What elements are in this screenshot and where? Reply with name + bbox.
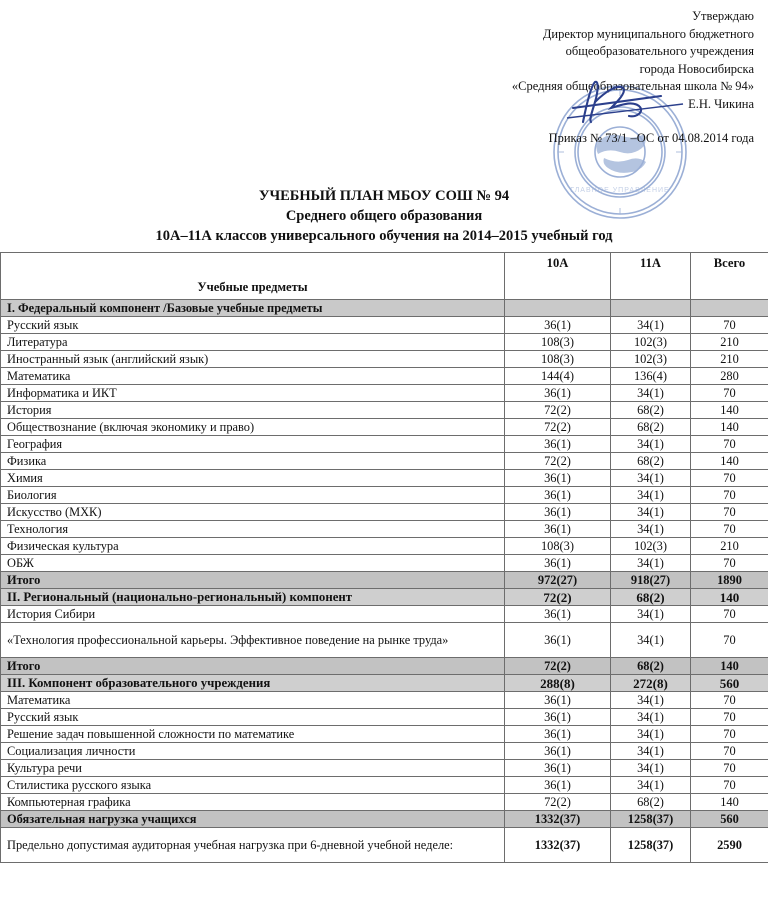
summary-total: 560 (691, 811, 768, 828)
subject-name-cell: Иностранный язык (английский язык) (1, 351, 505, 368)
section-heading-11a (611, 300, 691, 317)
summary-row-label: Обязательная нагрузка учащихся (1, 811, 505, 828)
hours-10a-cell: 36(1) (505, 317, 611, 334)
hours-total-cell: 70 (691, 317, 768, 334)
table-row (1, 760, 768, 777)
hours-total-cell: 70 (691, 777, 768, 794)
summary-row (1, 828, 768, 863)
hours-10a-cell: 36(1) (505, 385, 611, 402)
subject-name-cell: Технология (1, 521, 505, 538)
hours-total-cell: 140 (691, 419, 768, 436)
table-row (1, 487, 768, 504)
approval-line-0: Утверждаю (692, 9, 754, 23)
subject-name-cell: ОБЖ (1, 555, 505, 572)
hours-10a-cell: 36(1) (505, 436, 611, 453)
section-heading-row (1, 589, 768, 606)
hours-11a-cell: 34(1) (611, 487, 691, 504)
hours-11a-cell: 34(1) (611, 726, 691, 743)
subject-name-cell: Искусство (МХК) (1, 504, 505, 521)
hours-11a-cell: 102(3) (611, 351, 691, 368)
section-heading-10a: 288(8) (505, 675, 611, 692)
hours-11a-cell: 34(1) (611, 385, 691, 402)
hours-total-cell: 210 (691, 351, 768, 368)
hours-11a-cell: 34(1) (611, 623, 691, 658)
hours-11a-cell: 68(2) (611, 402, 691, 419)
hours-total-cell: 210 (691, 538, 768, 555)
column-header-11a: 11А (611, 253, 691, 300)
curriculum-plan-table (0, 252, 768, 863)
summary-10a: 1332(37) (505, 828, 611, 863)
hours-total-cell: 70 (691, 726, 768, 743)
summary-11a: 1258(37) (611, 811, 691, 828)
hours-11a-cell: 34(1) (611, 760, 691, 777)
hours-total-cell: 70 (691, 555, 768, 572)
hours-total-cell: 140 (691, 453, 768, 470)
section-total-row (1, 658, 768, 675)
hours-11a-cell: 34(1) (611, 504, 691, 521)
table-row (1, 470, 768, 487)
hours-10a-cell: 36(1) (505, 709, 611, 726)
hours-total-cell: 70 (691, 436, 768, 453)
table-row (1, 521, 768, 538)
table-row (1, 334, 768, 351)
table-row (1, 692, 768, 709)
column-header-10a: 10А (505, 253, 611, 300)
hours-total-cell: 70 (691, 504, 768, 521)
section-heading-total: 140 (691, 589, 768, 606)
hours-10a-cell: 72(2) (505, 419, 611, 436)
table-row (1, 385, 768, 402)
hours-10a-cell: 36(1) (505, 692, 611, 709)
hours-11a-cell: 34(1) (611, 521, 691, 538)
table-row (1, 709, 768, 726)
hours-11a-cell: 34(1) (611, 470, 691, 487)
section-total-row (1, 572, 768, 589)
hours-10a-cell: 36(1) (505, 726, 611, 743)
hours-total-cell: 70 (691, 692, 768, 709)
summary-total: 2590 (691, 828, 768, 863)
subject-name-cell: Обществознание (включая экономику и право) (1, 419, 505, 436)
hours-total-cell: 70 (691, 385, 768, 402)
hours-11a-cell: 34(1) (611, 555, 691, 572)
table-row (1, 351, 768, 368)
approval-order-number: Приказ № 73/1 –ОС от 04.08.2014 года (548, 131, 754, 145)
hours-11a-cell: 68(2) (611, 794, 691, 811)
subject-name-cell: История Сибири (1, 606, 505, 623)
section-heading-total: 560 (691, 675, 768, 692)
hours-11a-cell: 102(3) (611, 538, 691, 555)
hours-10a-cell: 36(1) (505, 743, 611, 760)
table-row (1, 538, 768, 555)
section-total-all: 140 (691, 658, 768, 675)
hours-total-cell: 70 (691, 743, 768, 760)
section-heading-10a (505, 300, 611, 317)
hours-11a-cell: 34(1) (611, 743, 691, 760)
table-row (1, 794, 768, 811)
hours-10a-cell: 144(4) (505, 368, 611, 385)
table-row (1, 504, 768, 521)
hours-total-cell: 70 (691, 709, 768, 726)
subject-name-cell: «Технология профессиональной карьеры. Эффективное поведение на рынке труда» (1, 623, 505, 658)
hours-11a-cell: 34(1) (611, 436, 691, 453)
subject-name-cell: Физика (1, 453, 505, 470)
hours-10a-cell: 72(2) (505, 402, 611, 419)
table-row (1, 743, 768, 760)
section-heading-label: I. Федеральный компонент /Базовые учебные предметы (1, 300, 505, 317)
hours-total-cell: 70 (691, 487, 768, 504)
section-heading-11a: 68(2) (611, 589, 691, 606)
section-heading-row (1, 675, 768, 692)
hours-11a-cell: 136(4) (611, 368, 691, 385)
section-heading-total (691, 300, 768, 317)
subject-name-cell: Русский язык (1, 709, 505, 726)
subject-name-cell: История (1, 402, 505, 419)
section-heading-row (1, 300, 768, 317)
hours-total-cell: 140 (691, 794, 768, 811)
section-total-11a: 68(2) (611, 658, 691, 675)
hours-11a-cell: 34(1) (611, 317, 691, 334)
subject-name-cell: Культура речи (1, 760, 505, 777)
hours-total-cell: 70 (691, 521, 768, 538)
hours-11a-cell: 34(1) (611, 709, 691, 726)
summary-11a: 1258(37) (611, 828, 691, 863)
hours-total-cell: 140 (691, 402, 768, 419)
hours-total-cell: 70 (691, 470, 768, 487)
approval-signer-name: Е.Н. Чикина (688, 96, 754, 111)
section-heading-label: III. Компонент образовательного учреждения (1, 675, 505, 692)
subject-name-cell: Решение задач повышенной сложности по математике (1, 726, 505, 743)
page-title: УЧЕБНЫЙ ПЛАН МБОУ СОШ № 94 (258, 188, 510, 204)
table-row (1, 606, 768, 623)
subject-name-cell: Математика (1, 368, 505, 385)
section-total-10a: 72(2) (505, 658, 611, 675)
subject-name-cell: Биология (1, 487, 505, 504)
svg-text:ГЛАВНОЕ УПРАВЛЕНИЕ: ГЛАВНОЕ УПРАВЛЕНИЕ (570, 187, 670, 194)
table-row (1, 453, 768, 470)
page-subtitle: Среднего общего образования (285, 208, 483, 224)
column-header-subject: Учебные предметы (1, 253, 505, 300)
hours-11a-cell: 34(1) (611, 692, 691, 709)
table-row (1, 555, 768, 572)
hours-total-cell: 70 (691, 623, 768, 658)
hours-11a-cell: 68(2) (611, 453, 691, 470)
subject-name-cell: Социализация личности (1, 743, 505, 760)
hours-10a-cell: 108(3) (505, 538, 611, 555)
table-row (1, 419, 768, 436)
hours-10a-cell: 108(3) (505, 334, 611, 351)
table-row (1, 317, 768, 334)
hours-10a-cell: 36(1) (505, 555, 611, 572)
hours-11a-cell: 68(2) (611, 419, 691, 436)
section-heading-11a: 272(8) (611, 675, 691, 692)
subject-name-cell: Информатика и ИКТ (1, 385, 505, 402)
section-total-label: Итого (1, 658, 505, 675)
hours-10a-cell: 36(1) (505, 760, 611, 777)
section-total-10a: 972(27) (505, 572, 611, 589)
hours-10a-cell: 36(1) (505, 777, 611, 794)
hours-10a-cell: 72(2) (505, 794, 611, 811)
summary-row (1, 811, 768, 828)
approval-line-1: Директор муниципального бюджетного (542, 26, 754, 41)
column-header-total: Всего (691, 253, 768, 300)
summary-10a: 1332(37) (505, 811, 611, 828)
approval-line-3: города Новосибирска (639, 61, 754, 76)
approval-line-4: «Средняя общеобразовательная школа № 94» (511, 79, 754, 93)
summary-row-label: Предельно допустимая аудиторная учебная нагрузка при 6-дневной учебной неделе: (1, 828, 505, 863)
approval-block (354, 8, 754, 148)
table-body (1, 300, 768, 863)
hours-10a-cell: 36(1) (505, 623, 611, 658)
table-header-row (1, 253, 768, 300)
subject-name-cell: Химия (1, 470, 505, 487)
table-row (1, 402, 768, 419)
hours-10a-cell: 36(1) (505, 606, 611, 623)
subject-name-cell: Математика (1, 692, 505, 709)
hours-10a-cell: 36(1) (505, 487, 611, 504)
page-subtitle-secondary: 10А–11А классов универсального обучения на 2014–2015 учебный год (155, 228, 613, 244)
hours-10a-cell: 36(1) (505, 470, 611, 487)
hours-10a-cell: 36(1) (505, 521, 611, 538)
section-total-all: 1890 (691, 572, 768, 589)
hours-10a-cell: 72(2) (505, 453, 611, 470)
hours-total-cell: 210 (691, 334, 768, 351)
section-heading-label: II. Региональный (национально-региональный) компонент (1, 589, 505, 606)
document-title-block (0, 186, 768, 246)
subject-name-cell: Русский язык (1, 317, 505, 334)
hours-10a-cell: 108(3) (505, 351, 611, 368)
hours-11a-cell: 34(1) (611, 606, 691, 623)
table-row (1, 777, 768, 794)
subject-name-cell: География (1, 436, 505, 453)
subject-name-cell: Литература (1, 334, 505, 351)
hours-11a-cell: 34(1) (611, 777, 691, 794)
table-row (1, 368, 768, 385)
section-total-label: Итого (1, 572, 505, 589)
table-row (1, 726, 768, 743)
hours-total-cell: 280 (691, 368, 768, 385)
approval-line-2: общеобразовательного учреждения (565, 44, 754, 58)
table-row (1, 436, 768, 453)
hours-total-cell: 70 (691, 760, 768, 777)
table-row (1, 623, 768, 658)
hours-11a-cell: 102(3) (611, 334, 691, 351)
subject-name-cell: Компьютерная графика (1, 794, 505, 811)
hours-10a-cell: 36(1) (505, 504, 611, 521)
section-heading-10a: 72(2) (505, 589, 611, 606)
subject-name-cell: Физическая культура (1, 538, 505, 555)
section-total-11a: 918(27) (611, 572, 691, 589)
hours-total-cell: 70 (691, 606, 768, 623)
subject-name-cell: Стилистика русского языка (1, 777, 505, 794)
